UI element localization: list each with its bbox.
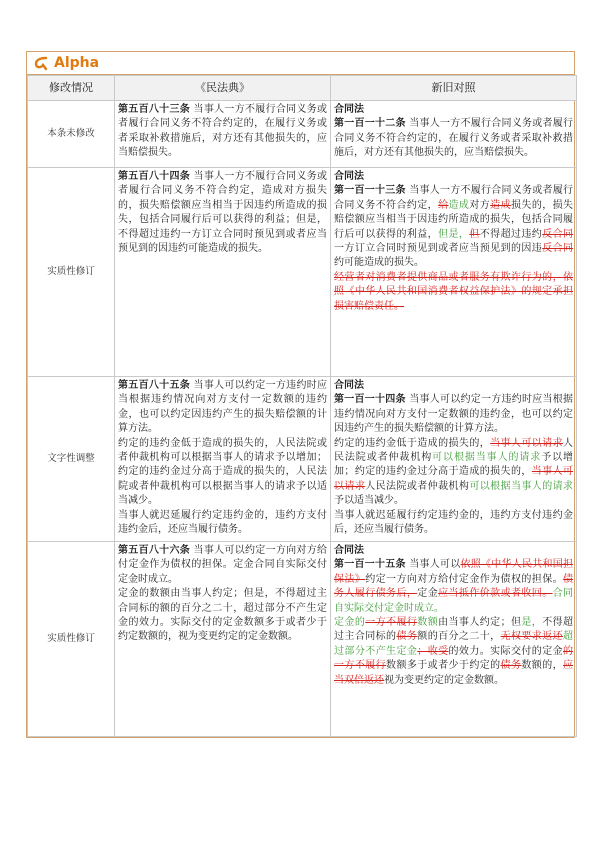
header-compare: 新旧对照 <box>331 76 577 101</box>
article-paragraph: 当事人可以约定一方向对方给付定金作为债权的担保。定金合同自实际交付定金时成立。 <box>118 545 328 585</box>
civil-cell <box>115 101 331 168</box>
inserted-text: 造成 <box>448 199 470 211</box>
old-article-number: 第一百一十二条 <box>334 118 406 130</box>
comparison-table <box>27 75 577 737</box>
deleted-text: 债务 <box>500 660 522 672</box>
deleted-text: 经营者对消费者提供商品或者服务有欺诈行为的，依照《中华人民共和国消费者权益保护法》的规定承担损害赔偿责任。 <box>334 271 573 312</box>
deleted-text: 造成 <box>490 199 511 211</box>
header-civil-code: 《民法典》 <box>115 76 331 101</box>
old-law-name: 合同法 <box>334 104 364 115</box>
inserted-text: 定金的 <box>334 617 366 629</box>
text-segment: 人民法院或者仲裁机构 <box>334 437 574 464</box>
old-article-number: 第一百一十五条 <box>334 559 406 571</box>
old-law-name: 合同法 <box>334 171 364 182</box>
deleted-text: 反合同 <box>542 228 574 240</box>
old-law-name: 合同法 <box>334 545 364 556</box>
text-segment: 当事人可以 <box>409 559 461 571</box>
old-article-text: 当事人一方不履行合同义务或者履行合同义务不符合约定的，在履行义务或者采取补救措施后，对方还有其他损失的，应当赔偿损失。 <box>334 118 574 159</box>
deleted-text: 的一方不履行 <box>334 645 574 672</box>
old-article-text <box>334 185 573 314</box>
deleted-text: 应当双倍返还 <box>334 660 574 686</box>
deleted-text: 一方不履行 <box>365 617 418 629</box>
table-row <box>28 377 577 542</box>
text-segment: 视为变更约定的定金数额。 <box>384 674 504 686</box>
old-article-paragraph <box>334 616 573 688</box>
alpha-logo-icon <box>33 55 49 71</box>
header-status: 修改情况 <box>28 76 115 101</box>
deleted-text: 给 <box>438 199 449 211</box>
compare-cell <box>331 168 577 377</box>
brand-name: Alpha <box>54 55 100 71</box>
status-cell: 实质性修订 <box>28 542 115 737</box>
old-article-paragraph: 当事人可以约定一方违约时应当根据违约情况向对方支付一定数额的违约金，也可以约定因违约产生的损失赔偿额的计算方法。 <box>334 394 574 435</box>
table-row <box>28 168 577 377</box>
text-segment: 的效力。实际交付的定金 <box>448 645 564 657</box>
inserted-text: 数额 <box>417 617 439 629</box>
inserted-text: 可以根据当事人的请求 <box>469 480 574 492</box>
text-segment: 定金 <box>417 588 439 600</box>
civil-cell <box>115 168 331 377</box>
deleted-text: 债务 <box>396 631 418 643</box>
text-segment: 一方订立合同时预见到或者应当预见到的因违 <box>334 243 543 255</box>
old-article-number: 第一百一十四条 <box>334 394 406 406</box>
article-number: 第五百八十六条 <box>118 545 191 556</box>
deleted-text: 但 <box>469 228 480 240</box>
inserted-text: 合同自实际交付定金时成立。 <box>334 588 574 614</box>
inserted-text: 超过部分不产生定金 <box>334 631 574 657</box>
article-paragraph: 当事人可以约定一方违约时应当根据违约情况向对方支付一定数额的违约金，也可以约定因违约产生的损失赔偿额的计算方法。 <box>118 380 328 435</box>
text-segment: 额的百分之二十， <box>417 631 501 643</box>
article-number: 第五百八十四条 <box>118 171 191 182</box>
old-article-number: 第一百一十三条 <box>334 185 406 197</box>
text-segment: 予以增加；约定的违约金过分高于造成的损失的， <box>334 452 574 478</box>
deleted-text: 当事人可以请求 <box>490 437 564 449</box>
article-paragraph: 定金的数额由当事人约定；但是，不得超过主合同标的额的百分之二十，超过部分不产生定金的效力。实际交付的定金数额多于或者少于约定数额的，视为变更约定的定金数额。 <box>118 588 327 643</box>
brand-bar <box>27 52 574 75</box>
article-number: 第五百八十三条 <box>118 104 191 115</box>
table-header <box>28 76 577 101</box>
text-segment: 数额多于或者少于约定的 <box>386 660 501 672</box>
text-segment: 约可能造成的损失。 <box>334 257 424 269</box>
document-frame <box>26 51 575 738</box>
status-cell: 本条未修改 <box>28 101 115 168</box>
text-segment: 对方 <box>469 199 491 211</box>
article-text: 当事人一方不履行合同义务或者履行合同义务不符合约定，造成对方损失的，损失赔偿额应当相当于因违约所造成的损失，包括合同履行后可以获得的利益；但是，不得超过违约一方订立合同时预见到或者应当预见到的因违约可能造成的损失。 <box>118 171 328 255</box>
text-segment: 约定的违约金低于造成的损失的， <box>334 437 491 449</box>
article-number: 第五百八十五条 <box>118 380 191 391</box>
text-segment: 不得超过主合同标的 <box>334 617 574 643</box>
text-segment: 由当事人约定；但 <box>438 617 522 629</box>
table-row <box>28 542 577 737</box>
inserted-text: 是， <box>521 617 543 629</box>
civil-cell <box>115 377 331 542</box>
article-paragraph: 当事人就迟延履行约定违约金的，违约方支付违约金后，还应当履行债务。 <box>118 509 327 536</box>
deleted-text: 反合同 <box>542 243 574 255</box>
text-segment: 予以适当减少。 <box>334 495 404 507</box>
deleted-text: 依照《中华人民共和国担保法》 <box>334 559 574 585</box>
old-article-paragraph: 当事人就迟延履行约定违约金的，违约方支付违约金后，还应当履行债务。 <box>334 509 573 536</box>
deleted-text: 当事人可以请求 <box>334 466 574 492</box>
text-segment: 数额的， <box>521 660 564 672</box>
deleted-text: 无权要求返还 <box>500 631 564 643</box>
civil-cell <box>115 542 331 737</box>
text-segment: 当事人一方不履行合同义务或者履行合同义务不符合约定， <box>334 185 574 211</box>
text-segment: 约定一方向对方给付定金作为债权的担保。 <box>365 573 564 585</box>
old-article-paragraph <box>334 437 573 509</box>
old-law-name: 合同法 <box>334 380 364 391</box>
text-segment: 人民法院或者仲裁机构 <box>365 480 470 492</box>
text-segment: 损失的，损失赔偿额应当相当于因违约所造成的损失，包括合同履行后可以获得的利益， <box>334 199 574 240</box>
table-row <box>28 101 577 168</box>
deleted-text: 债务人履行债务后， <box>334 573 574 600</box>
status-cell: 文字性调整 <box>28 377 115 542</box>
compare-cell <box>331 377 577 542</box>
article-text: 当事人一方不履行合同义务或者履行合同义务不符合约定的，在履行义务或者采取补救措施后，对方还有其他损失的，应当赔偿损失。 <box>118 104 328 159</box>
text-segment: 不得超过违约 <box>479 228 543 240</box>
deleted-text: ；收受 <box>417 645 449 657</box>
status-cell: 实质性修订 <box>28 168 115 377</box>
inserted-text: 但是， <box>438 228 470 240</box>
inserted-text: 可以根据当事人的请求 <box>432 452 542 464</box>
deleted-text: 应当抵作价款或者收回。 <box>438 588 553 600</box>
article-paragraph: 约定的违约金低于造成的损失的，人民法院或者仲裁机构可以根据当事人的请求予以增加；约定的违约金过分高于造成的损失的，人民法院或者仲裁机构可以根据当事人的请求予以适当减少。 <box>118 437 327 507</box>
compare-cell <box>331 101 577 168</box>
compare-cell <box>331 542 577 737</box>
